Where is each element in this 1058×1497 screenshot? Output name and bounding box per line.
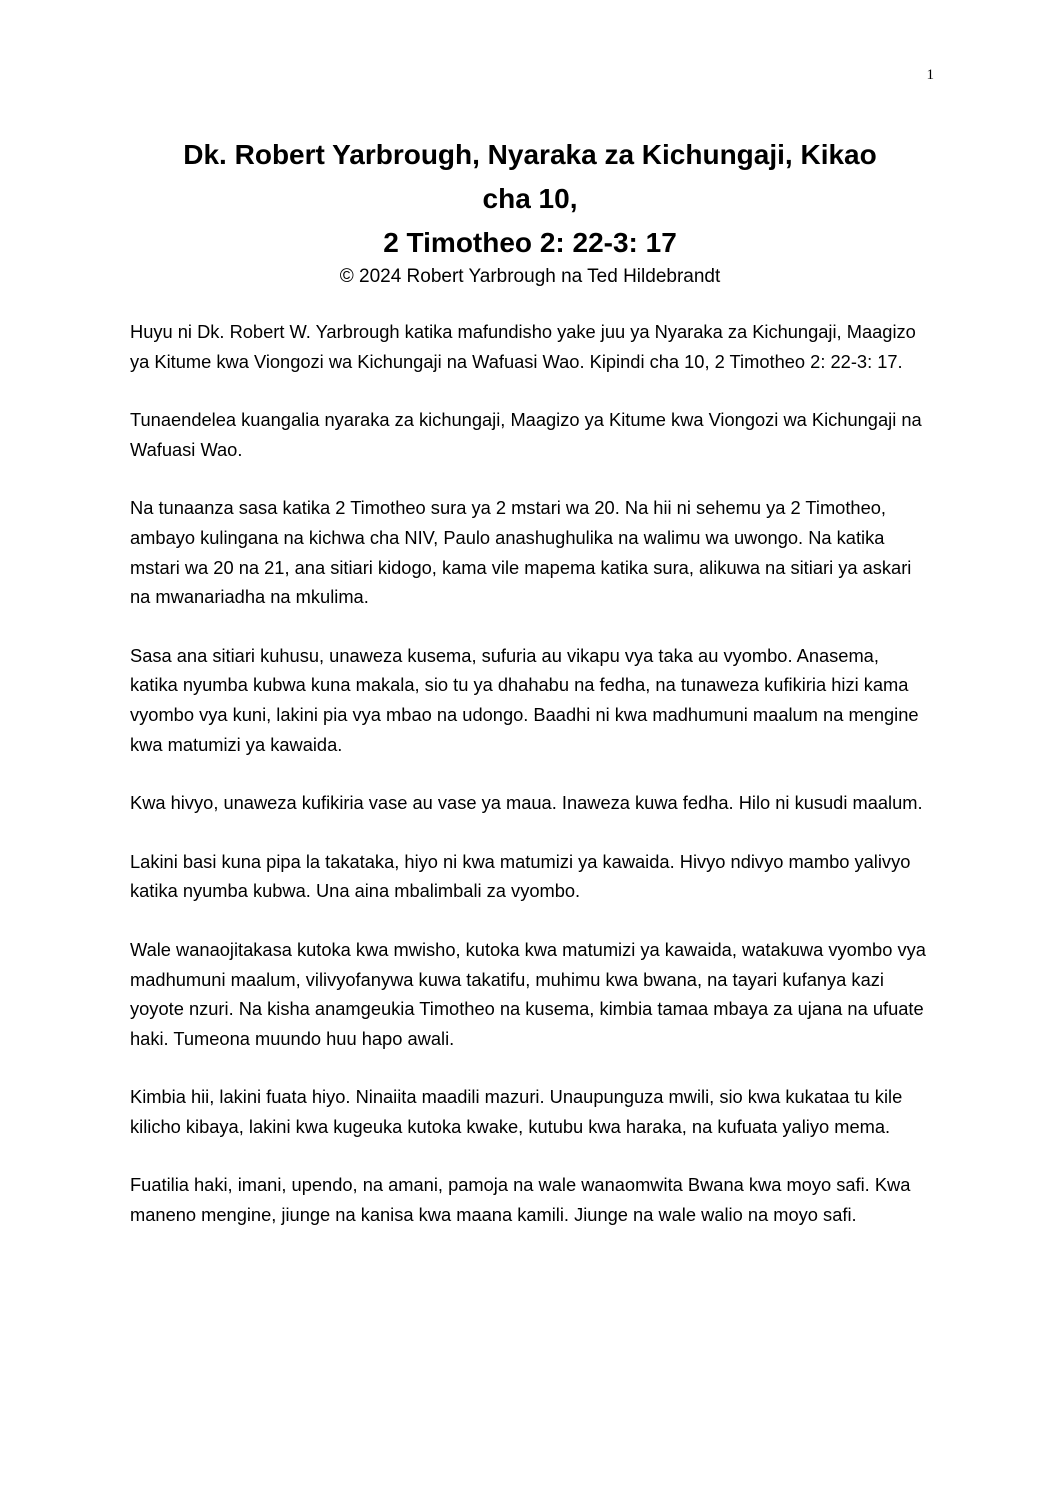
paragraph: Huyu ni Dk. Robert W. Yarbrough katika mafundisho yake juu ya Nyaraka za Kichungaji, Maagizo ya Kitume kwa Viongozi wa Kichungaji na Wafuasi Wao. Kipindi cha 10, 2 Timotheo 2: 22-3: 17. <box>130 321 916 372</box>
paragraph: Na tunaanza sasa katika 2 Timotheo sura ya 2 mstari wa 20. Na hii ni sehemu ya 2 Timotheo, ambayo kulingana na kichwa cha NIV, Paulo anashughulika na walimu wa uwongo. Na katika mstari wa 20 na 21, ana sitiari kidogo, kama vile mapema katika sura, alikuwa na sitiari ya askari na mwanariadha na mkulima. <box>130 497 912 608</box>
title-line-2: cha 10, <box>482 183 578 214</box>
paragraph: Lakini basi kuna pipa la takataka, hiyo ni kwa matumizi ya kawaida. Hivyo ndivyo mambo yalivyo katika nyumba kubwa. Una aina mbalimbali za vyombo. <box>130 850 911 902</box>
copyright-notice: © 2024 Robert Yarbrough na Ted Hildebrandt <box>339 266 721 287</box>
document-body <box>130 317 930 1259</box>
paragraph: Tunaendelea kuangalia nyaraka za kichungaji, Maagizo ya Kitume kwa Viongozi wa Kichungaji na Wafuasi Wao. <box>130 409 922 460</box>
paragraph: Kwa hivyo, unaweza kufikiria vase au vase ya maua. Inaweza kuwa fedha. Hilo ni kusudi maalum. <box>130 792 923 814</box>
paragraph: Sasa ana sitiari kuhusu, unaweza kusema, sufuria au vikapu vya taka au vyombo. Anasema, katika nyumba kubwa kuna makala, sio tu ya dhahabu na fedha, na tunaweza kufikiria hizi kama vyombo vya kuni, lakini pia vya mbao na udongo. Baadhi ni kwa madhumuni maalum na mengine kwa matumizi ya kawaida. <box>130 644 919 755</box>
paragraph: Kimbia hii, lakini fuata hiyo. Ninaiita maadili mazuri. Unaupunguza mwili, sio kwa kukataa tu kile kilicho kibaya, lakini kwa kugeuka kutoka kwake, kutubu kwa haraka, na kufuata yaliyo mema. <box>130 1086 903 1137</box>
page-number: 1 <box>926 67 934 83</box>
document-title <box>130 133 930 265</box>
title-line-1: Dk. Robert Yarbrough, Nyaraka za Kichungaji, Kikao <box>183 139 877 170</box>
title-line-3: 2 Timotheo 2: 22-3: 17 <box>383 227 677 258</box>
paragraph: Wale wanaojitakasa kutoka kwa mwisho, kutoka kwa matumizi ya kawaida, watakuwa vyombo vya madhumuni maalum, vilivyofanywa kuwa takatifu, muhimu kwa bwana, na tayari kufanya kazi yoyote nzuri. Na kisha anamgeukia Timotheo na kusema, kimbia tamaa mbaya za ujana na ufuate haki. Tumeona muundo huu hapo awali. <box>130 938 926 1049</box>
paragraph: Fuatilia haki, imani, upendo, na amani, pamoja na wale wanaomwita Bwana kwa moyo safi. Kwa maneno mengine, jiunge na kanisa kwa maana kamili. Jiunge na wale walio na moyo safi. <box>130 1174 911 1226</box>
